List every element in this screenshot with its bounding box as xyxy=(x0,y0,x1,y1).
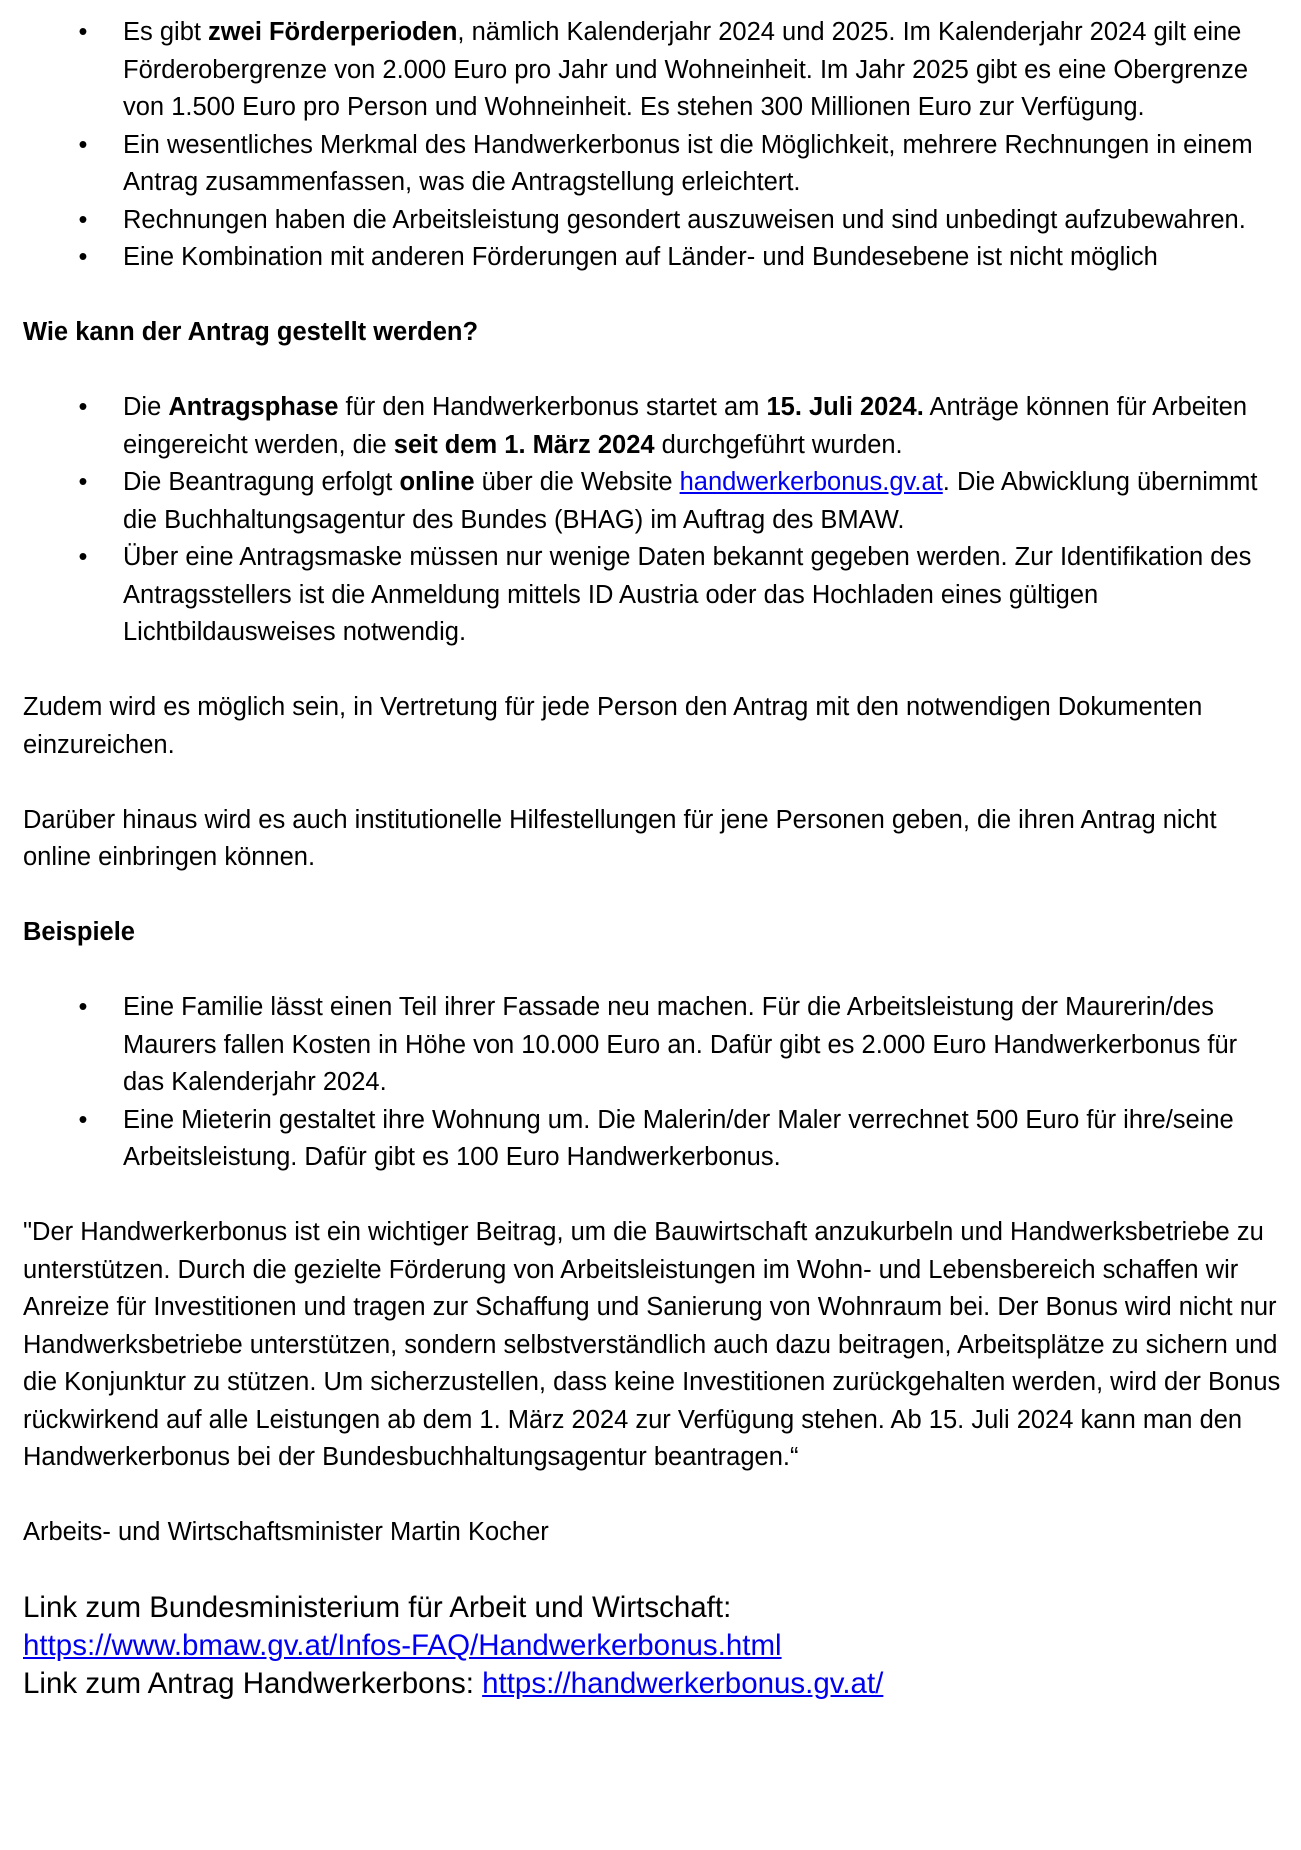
document-body xyxy=(23,14,1285,1703)
examples-list xyxy=(23,989,1285,1177)
bullet-icon: • xyxy=(78,993,88,1021)
spacer xyxy=(23,1552,1285,1590)
list-item xyxy=(23,989,1285,1102)
paragraph-assistance: Darüber hinaus wird es auch institutionelle Hilfestellungen für jene Personen geben, die ihren Antrag nicht online einbringen können. xyxy=(23,805,1217,871)
funding-periods-list xyxy=(23,14,1285,277)
bmaw-link-label: Link zum Bundesministerium für Arbeit und Wirtschaft: xyxy=(23,1591,732,1624)
text-segment: Es gibt xyxy=(123,18,209,46)
text-segment: Eine Kombination mit anderen Förderungen auf Länder- und Bundesebene ist nicht möglich xyxy=(123,243,1158,271)
antrag-link-line xyxy=(23,1665,1285,1703)
text-segment: Die Beantragung erfolgt xyxy=(123,468,400,496)
bullet-icon: • xyxy=(78,543,88,571)
website-link[interactable]: handwerkerbonus.gv.at xyxy=(679,468,943,496)
text-segment: Ein wesentliches Merkmal des Handwerkerbonus ist die Möglichkeit, mehrere Rechnungen in einem Antrag zusammenfassen, was die Antragstellung erleichtert. xyxy=(123,130,1253,196)
antrag-link[interactable]: https://handwerkerbonus.gv.at/ xyxy=(482,1667,884,1700)
text-segment: Eine Familie lässt einen Teil ihrer Fassade neu machen. Für die Arbeitsleistung der Maurerin/des Maurers fallen Kosten in Höhe von 10.000 Euro an. Dafür gibt es 2.000 Euro Handwerkerbonus für das Kalenderjahr 2024. xyxy=(123,993,1238,1096)
list-item xyxy=(23,1102,1285,1177)
text-segment: Anträge können für Arbeiten eingereicht werden, die xyxy=(123,393,1248,459)
spacer xyxy=(23,352,1285,390)
text-segment: Die xyxy=(123,393,169,421)
text-segment: durchgeführt wurden. xyxy=(654,430,903,459)
text-segment: Über eine Antragsmaske müssen nur wenige Daten bekannt gegeben werden. Zur Identifikation des Antragsstellers ist die Anmeldung mittels ID Austria oder das Hochladen eines gültigen Lichtbildausweises notwendig. xyxy=(123,543,1252,646)
bold-text: Antragsphase xyxy=(168,393,339,421)
bold-text: zwei Förderperioden xyxy=(208,18,458,46)
bullet-icon: • xyxy=(78,130,88,159)
list-item xyxy=(23,239,1285,277)
bullet-icon: • xyxy=(78,1105,88,1134)
spacer xyxy=(23,277,1285,315)
text-segment: . Die Abwicklung übernimmt die Buchhaltungsagentur des Bundes (BHAG) im Auftrag des BMAW. xyxy=(123,468,1258,534)
minister-quote: "Der Handwerkerbonus ist ein wichtiger Beitrag, um die Bauwirtschaft anzukurbeln und Handwerksbetriebe zu unterstützen. Durch die gezielte Förderung von Arbeitsleistungen im Wohn- und Lebensbereich schaffen wir Anreize für Investitionen und tragen zur Schaffung und Sanierung von Wohnraum bei. Der Bonus wird nicht nur Handwerksbetriebe unterstützen, sondern selbstverständlich auch dazu beitragen, Arbeitsplätze zu sichern und die Konjunktur zu stützen. Um sicherzustellen, dass keine Investitionen zurückgehalten werden, wird der Bonus rückwirkend auf alle Leistungen ab dem 1. März 2024 zur Verfügung stehen. Ab 15. Juli 2024 kann man den Handwerkerbonus bei der Bundesbuchhaltungsagentur beantragen.“ xyxy=(23,1218,1281,1471)
bullet-icon: • xyxy=(78,243,88,271)
text-segment: Eine Mieterin gestaltet ihre Wohnung um. Die Malerin/der Maler verrechnet 500 Euro für ihre/seine Arbeitsleistung. Dafür gibt es 100 Euro Handwerkerbonus. xyxy=(123,1105,1234,1171)
text-segment: , nämlich Kalenderjahr 2024 und 2025. Im Kalenderjahr 2024 gilt eine Förderobergrenze von 2.000 Euro pro Jahr und Wohneinheit. Im Jahr 2025 gibt es eine Obergrenze von 1.500 Euro pro Person und Wohneinheit. Es stehen 300 Millionen Euro zur Verfügung. xyxy=(123,18,1249,121)
bullet-icon: • xyxy=(78,18,88,46)
bold-text: online xyxy=(399,468,475,496)
spacer xyxy=(23,1477,1285,1515)
application-list xyxy=(23,389,1285,652)
paragraph-representation: Zudem wird es möglich sein, in Vertretung für jede Person den Antrag mit den notwendigen Dokumenten einzureichen. xyxy=(23,693,1203,759)
bullet-icon: • xyxy=(78,205,88,234)
links-section xyxy=(23,1589,1285,1703)
bold-text: 15. Juli 2024. xyxy=(766,393,924,421)
text-segment: über die Website xyxy=(474,468,680,496)
bold-text: seit dem 1. März 2024 xyxy=(393,430,655,459)
spacer xyxy=(23,652,1285,690)
list-item xyxy=(23,127,1285,202)
spacer xyxy=(23,1177,1285,1215)
list-item xyxy=(23,14,1285,127)
list-item xyxy=(23,389,1285,464)
text-segment: Rechnungen haben die Arbeitsleistung gesondert auszuweisen und sind unbedingt aufzubewahren. xyxy=(123,205,1246,234)
antrag-link-label: Link zum Antrag Handwerkerbons: xyxy=(23,1667,483,1700)
quote-author: Arbeits- und Wirtschaftsminister Martin Kocher xyxy=(23,1518,549,1546)
list-item xyxy=(23,464,1285,539)
bullet-icon: • xyxy=(78,468,88,496)
heading-application: Wie kann der Antrag gestellt werden? xyxy=(23,318,479,346)
list-item xyxy=(23,539,1285,652)
spacer xyxy=(23,952,1285,990)
list-item xyxy=(23,202,1285,240)
bmaw-link[interactable]: https://www.bmaw.gv.at/Infos-FAQ/Handwerkerbonus.html xyxy=(23,1629,782,1662)
heading-examples: Beispiele xyxy=(23,918,135,946)
bullet-icon: • xyxy=(78,393,88,421)
spacer xyxy=(23,877,1285,915)
text-segment: für den Handwerkerbonus startet am xyxy=(338,393,767,421)
spacer xyxy=(23,764,1285,802)
